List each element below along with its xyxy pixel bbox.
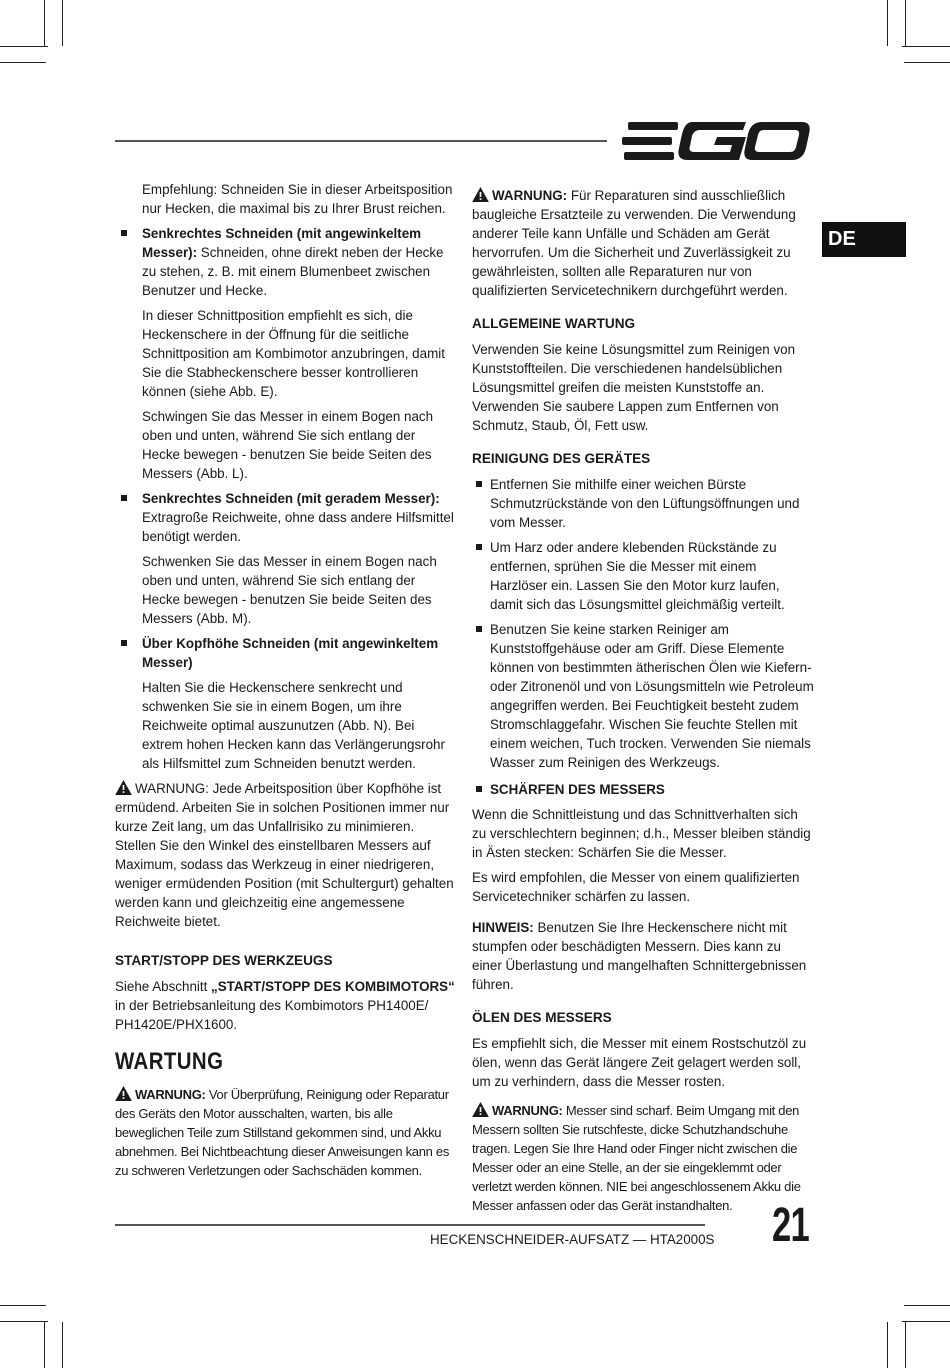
- paragraph: Empfehlung: Schneiden Sie in dieser Arbeitsposition nur Hecken, die maximal bis zu Ihrer Brust reichen.: [142, 182, 453, 216]
- warning-text: Für Reparaturen sind ausschließlich baugleiche Ersatzteile zu verwenden. Die Verwendung anderer Teile kann Unfälle und Schäden am Gerät hervorrufen. Um die Sicherheit und Zuverlässigkeit zu gewährleisten, sollten alle Reparaturen nur von qualifizierten Servicetechnikern durchgeführt werden.: [472, 188, 796, 298]
- paragraph: Wenn die Schnittleistung und das Schnittverhalten sich zu verschlechtern beginnen; d.h., Messer bleiben ständig in Ästen stecken: Schärfen Sie die Messer.: [472, 807, 811, 860]
- crop-mark: [902, 1321, 950, 1322]
- section-heading: SCHÄRFEN DES MESSERS: [472, 780, 814, 799]
- warning-label: WARNUNG:: [135, 1087, 206, 1102]
- paragraph: Halten Sie die Heckenschere senkrecht und schwenken Sie sie in einem Bogen, um ihre Reichweite optimal auszunutzen (Abb. N). Bei extrem hohen Hecken kann das Verlängerungsrohr als Hilfsmittel zum Schneiden benutzt werden.: [142, 680, 445, 771]
- warning-label: WARNUNG:: [492, 188, 568, 203]
- crop-mark: [905, 1322, 906, 1368]
- crop-mark: [44, 0, 45, 46]
- list-item: Benutzen Sie keine starken Reiniger am Kunststoffgehäuse oder am Griff. Diese Elemente können von bestimmten ätherischen Ölen wie Kiefern- oder Zitronenöl und von Lösungsmitteln wie Petroleum angegriffen werden. Bei Feuchtigkeit besteht zudem Stromschlaggefahr. Wischen Sie feuchte Stellen mit einem weichen, Tuch trocken. Verwenden Sie niemals Wasser zum Reinigen des Werkzeugs.: [472, 620, 814, 772]
- warning-icon: [115, 1086, 132, 1101]
- bullet-title: Über Kopfhöhe Schneiden (mit angewinkeltem Messer): [142, 636, 439, 670]
- warning-text: WARNUNG: Jede Arbeitsposition über Kopfhöhe ist ermüdend. Arbeiten Sie in solchen Positionen immer nur kurze Zeit lang, um das Unfallrisiko zu minimieren. Stellen Sie den Winkel des einstellbaren Messers auf Maximum, sodass das Werkzeug in einer niedrigeren, weniger ermüdenden Position (mit Schultergurt) gehalten werden kann und gleichzeitig eine angemessene Reichweite bietet.: [115, 781, 454, 929]
- notice-text: Benutzen Sie Ihre Heckenschere nicht mit stumpfen oder beschädigten Messern. Dies kann zu einer Überlastung und mangelhaften Schnittergebnissen führen.: [472, 920, 807, 992]
- list-item: Um Harz oder andere klebenden Rückstände zu entfernen, sprühen Sie die Messer mit einem Harzlöser ein. Lassen Sie den Motor kurz laufen, damit sich das Lösungsmittel gleichmäßig verteilt.: [472, 538, 814, 614]
- crop-mark: [62, 0, 63, 46]
- crop-mark: [0, 1305, 46, 1306]
- warning-icon: [472, 1102, 489, 1117]
- crop-mark: [0, 62, 46, 63]
- list-item: [115, 634, 455, 672]
- crop-mark: [902, 46, 950, 47]
- list-item: [115, 489, 455, 546]
- warning-icon: [115, 780, 132, 795]
- warning-paragraph: [472, 186, 814, 300]
- crop-mark: [887, 1322, 888, 1368]
- crop-mark: [904, 62, 950, 63]
- crop-mark: [0, 1321, 48, 1322]
- warning-text: Messer sind scharf. Beim Umgang mit den Messern sollten Sie rutschfeste, dicke Schutzhandschuhe tragen. Legen Sie Ihre Hand oder Finger nicht zwischen die Messer oder an eine Stelle, an der sie eingeklemmt oder verletzt werden können. NIE bei angeschlossenem Akku die Messer anfassen oder das Gerät instandhalten.: [472, 1103, 801, 1213]
- bullet-text: Schneiden, ohne direkt neben der Hecke zu stehen, z. B. mit einem Blumenbeet zwischen Benutzer und Hecke.: [142, 245, 444, 298]
- paragraph: Es wird empfohlen, die Messer von einem qualifizierten Servicetechniker schärfen zu lassen.: [472, 870, 800, 904]
- warning-paragraph: [115, 779, 455, 931]
- notice-paragraph: [472, 918, 814, 994]
- section-reference: „START/STOPP DES KOMBIMOTORS“: [211, 979, 455, 994]
- crop-mark: [44, 1322, 45, 1368]
- crop-mark: [887, 0, 888, 46]
- page-number: 21: [772, 1199, 810, 1252]
- bullet-title: Senkrechtes Schneiden (mit angewinkeltem Messer):: [142, 226, 422, 260]
- notice-label: HINWEIS:: [472, 920, 534, 935]
- section-heading: ÖLEN DES MESSERS: [472, 1010, 612, 1025]
- warning-paragraph: [115, 1085, 455, 1180]
- paragraph: Schwingen Sie das Messer in einem Bogen nach oben und unten, während Sie sich entlang der Hecke bewegen - benutzen Sie beide Seiten des Messers (Abb. L).: [142, 409, 434, 481]
- paragraph: Schwenken Sie das Messer in einem Bogen nach oben und unten, während Sie sich entlang der Hecke bewegen - benutzen Sie beide Seiten des Messers (Abb. M).: [142, 554, 437, 626]
- warning-icon: [472, 187, 489, 202]
- paragraph: In dieser Schnittposition empfiehlt es sich, die Heckenschere in der Öffnung für die seitliche Schnittposition am Kombimotor anzubringen, damit Sie die Stabheckenschere besser kontrollieren können (siehe Abb. E).: [142, 308, 445, 399]
- section-heading: ALLGEMEINE WARTUNG: [472, 316, 636, 331]
- header-rule: [115, 140, 607, 142]
- warning-text: Vor Überprüfung, Reinigung oder Reparatur des Geräts den Motor ausschalten, warten, bis alle beweglichen Teile zum Stillstand gekommen sind, und Akku abnehmen. Bei Nichtbeachtung dieser Anweisungen kann es zu schweren Verletzungen oder Sachschäden kommen.: [115, 1087, 450, 1178]
- footer-rule: [115, 1224, 705, 1226]
- footer-title: HECKENSCHNEIDER-AUFSATZ — HTA2000S: [430, 1232, 715, 1247]
- section-heading: REINIGUNG DES GERÄTES: [472, 451, 651, 466]
- ego-logo: [622, 118, 810, 164]
- paragraph-text: in der Betriebsanleitung des Kombimotors PH1400E/ PH1420E/PHX1600.: [115, 998, 429, 1032]
- bullet-text: Extragroße Reichweite, ohne dass andere Hilfsmittel benötigt werden.: [142, 510, 454, 544]
- paragraph-text: Siehe Abschnitt: [115, 979, 212, 994]
- paragraph: Verwenden Sie keine Lösungsmittel zum Reinigen von Kunststoffteilen. Die verschiedenen handelsüblichen Lösungsmittel greifen die meisten Kunststoffe an. Verwenden Sie saubere Lappen zum Entfernen von Schmutz, Staub, Öl, Fett usw.: [472, 342, 796, 433]
- paragraph: Es empfiehlt sich, die Messer mit einem Rostschutzöl zu ölen, wenn das Gerät längere Zeit gelagert werden soll, um zu verhindern, dass die Messer rosten.: [472, 1036, 807, 1089]
- right-column: [472, 186, 814, 1221]
- warning-label: WARNUNG:: [492, 1103, 563, 1118]
- paragraph: [115, 977, 455, 1034]
- crop-mark: [62, 1322, 63, 1368]
- crop-mark: [905, 0, 906, 46]
- chapter-heading: WARTUNG: [115, 1048, 224, 1075]
- list-item: Entfernen Sie mithilfe einer weichen Bürste Schmutzrückstände von den Lüftungsöffnungen und vom Messer.: [472, 475, 814, 532]
- left-column: [115, 180, 455, 1186]
- language-tab: DE: [822, 222, 906, 257]
- list-item: [115, 224, 455, 300]
- warning-paragraph: [472, 1101, 814, 1215]
- crop-mark: [904, 1305, 950, 1306]
- crop-mark: [0, 46, 48, 47]
- bullet-title: Senkrechtes Schneiden (mit geradem Messer):: [142, 491, 440, 506]
- section-heading: START/STOPP DES WERKZEUGS: [115, 953, 333, 968]
